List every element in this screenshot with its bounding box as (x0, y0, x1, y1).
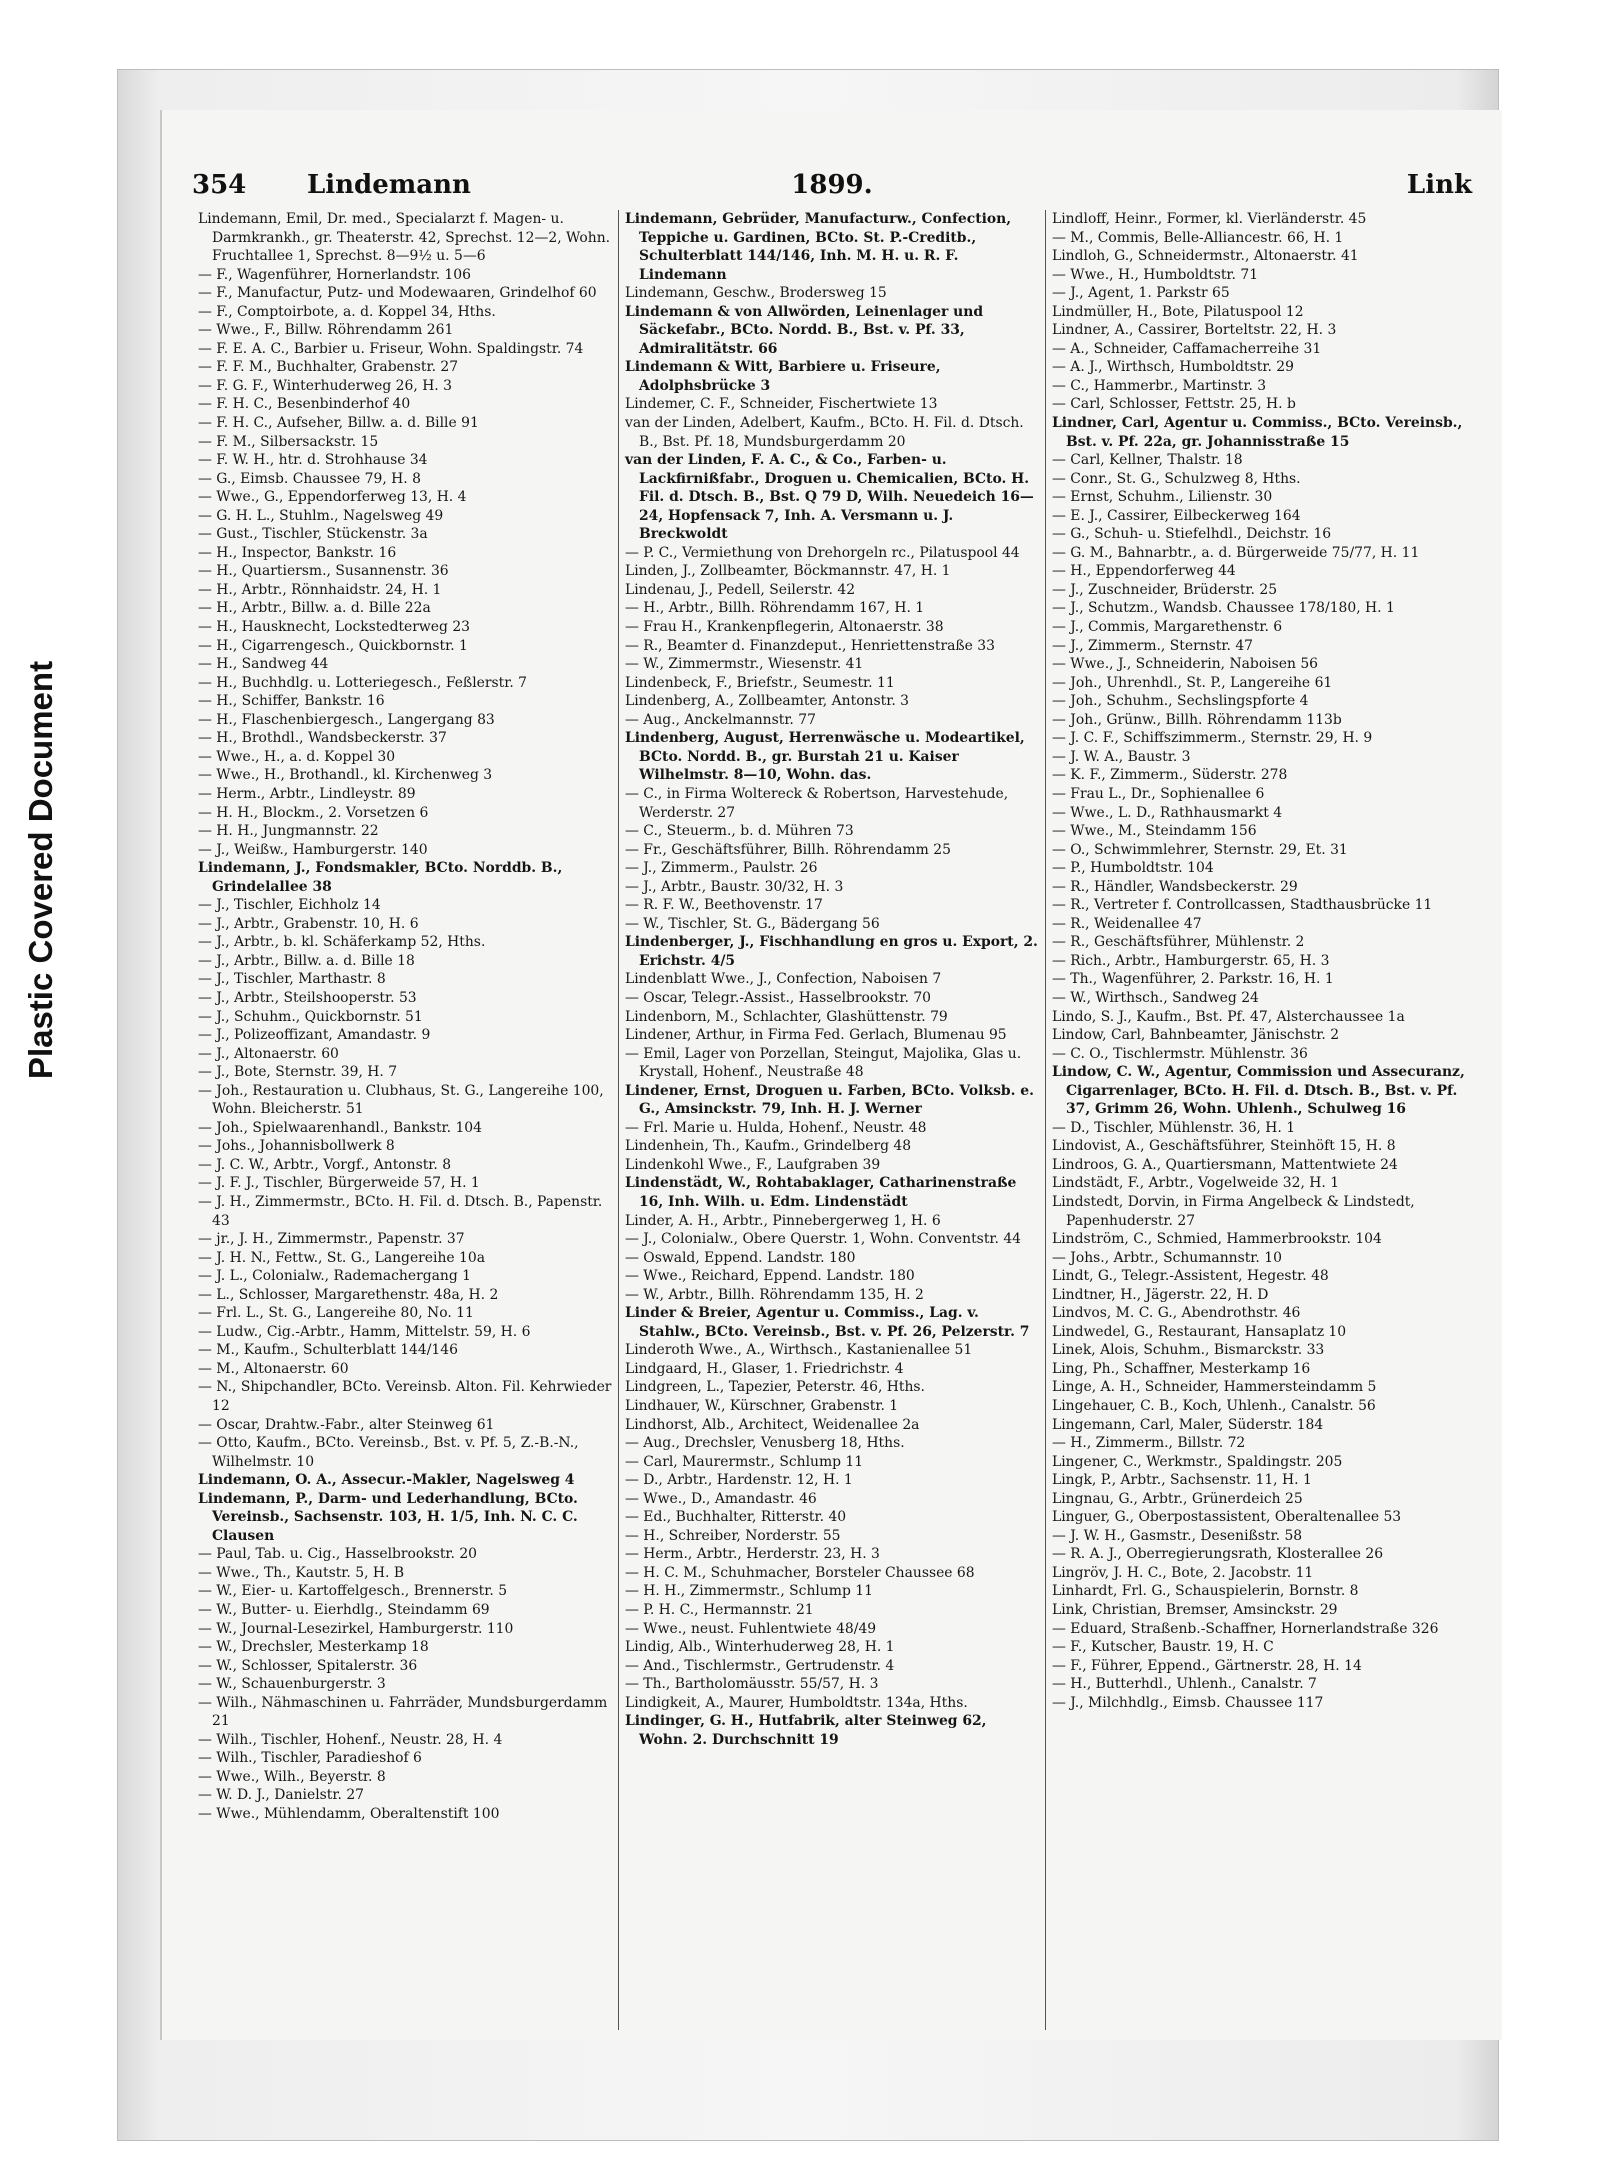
directory-entry: — P. H. C., Hermannstr. 21 (625, 1602, 814, 1619)
directory-entry: — J., Arbtr., b. kl. Schäferkamp 52, Hths. (198, 934, 486, 951)
directory-entry: Lindloff, Heinr., Former, kl. Vierländerstr. 45 (1052, 211, 1367, 227)
directory-entry: — J. W. H., Gasmstr., Desenißstr. 58 (1052, 1527, 1303, 1544)
directory-entry: — Wwe., L. D., Rathhausmarkt 4 (1052, 804, 1283, 821)
directory-entry: — Wwe., Th., Kautstr. 5, H. B (198, 1564, 405, 1581)
directory-entry: — Th., Bartholomäusstr. 55/57, H. 3 (625, 1676, 879, 1693)
directory-entry: Lindstädt, F., Arbtr., Vogelweide 32, H. 1 (1052, 1175, 1340, 1192)
directory-entry: — J., Commis, Margarethenstr. 6 (1052, 619, 1283, 636)
entry-columns (192, 210, 1472, 2030)
directory-entry: Lindenau, J., Pedell, Seilerstr. 42 (625, 581, 856, 598)
directory-entry: — Oswald, Eppend. Landstr. 180 (625, 1249, 856, 1266)
directory-entry: — J. L., Colonialw., Rademachergang 1 (198, 1268, 471, 1285)
directory-entry: Lindgreen, L., Tapezier, Peterstr. 46, Hths. (625, 1379, 925, 1396)
directory-entry: — J., Polizeoffizant, Amandastr. 9 (198, 1027, 431, 1044)
directory-entry: — W., Schlosser, Spitalerstr. 36 (198, 1657, 418, 1674)
directory-entry: — Frau L., Dr., Sophienallee 6 (1052, 785, 1265, 802)
directory-entry: — J., Tischler, Eichholz 14 (198, 897, 381, 914)
directory-entry: — Frau H., Krankenpflegerin, Altonaerstr. 38 (625, 619, 944, 636)
directory-entry: — J., Colonialw., Obere Querstr. 1, Wohn. Conventstr. 44 (625, 1231, 1022, 1248)
directory-entry: — J., Milchhdlg., Eimsb. Chaussee 117 (1052, 1694, 1324, 1711)
directory-entry: — Herm., Arbtr., Lindleystr. 89 (198, 785, 416, 802)
directory-entry: — F. W. H., htr. d. Strohhause 34 (198, 452, 428, 469)
directory-entry: — Wwe., Wilh., Beyerstr. 8 (198, 1768, 386, 1785)
running-head (192, 170, 1472, 210)
directory-entry: — C., in Firma Woltereck & Robertson, Harvestehude, Werderstr. 27 (625, 785, 1009, 821)
directory-entry: Lindo, S. J., Kaufm., Bst. Pf. 47, Alsterchaussee 1a (1052, 1008, 1405, 1025)
directory-entry: — Oscar, Drahtw.-Fabr., alter Steinweg 61 (198, 1416, 495, 1433)
year: 1899. (791, 170, 873, 200)
directory-entry: Lingemann, Carl, Maler, Süderstr. 184 (1052, 1416, 1324, 1433)
directory-entry: — W., Eier- u. Kartoffelgesch., Brennerstr. 5 (198, 1583, 508, 1600)
directory-entry: — R., Vertreter f. Controllcassen, Stadthausbrücke 11 (1052, 897, 1433, 914)
directory-entry: — W., Drechsler, Mesterkamp 18 (198, 1639, 429, 1656)
directory-entry: Lindenberg, August, Herrenwäsche u. Modeartikel, BCto. Nordd. B., gr. Burstah 21 u. Kaiser Wilhelmstr. 8—10, Wohn. das. (625, 730, 1025, 784)
directory-entry: — P. C., Vermiethung von Drehorgeln rc., Pilatuspool 44 (625, 544, 1020, 561)
directory-entry: — W., Arbtr., Billh. Röhrendamm 135, H. 2 (625, 1286, 924, 1303)
directory-entry: Lindroos, G. A., Quartiersmann, Mattentwiete 24 (1052, 1156, 1398, 1173)
directory-entry: — J. C. F., Schiffszimmerm., Sternstr. 29, H. 9 (1052, 730, 1373, 747)
directory-entry: Linder, A. H., Arbtr., Pinnebergerweg 1, H. 6 (625, 1212, 941, 1229)
directory-entry: — W., Journal-Lesezirkel, Hamburgerstr. 110 (198, 1620, 514, 1637)
directory-entry: Lindtner, H., Jägerstr. 22, H. D (1052, 1286, 1269, 1303)
directory-entry: — Frl. Marie u. Hulda, Hohenf., Neustr. 48 (625, 1119, 927, 1136)
directory-entry: Lindenborn, M., Schlachter, Glashüttenstr. 79 (625, 1008, 948, 1025)
directory-entry: — R., Geschäftsführer, Mühlenstr. 2 (1052, 934, 1305, 951)
directory-entry: — And., Tischlermstr., Gertrudenstr. 4 (625, 1657, 895, 1674)
directory-entry: — J., Agent, 1. Parkstr 65 (1052, 285, 1230, 302)
directory-entry: — Joh., Spielwaarenhandl., Bankstr. 104 (198, 1119, 482, 1136)
directory-entry: — K. F., Zimmerm., Süderstr. 278 (1052, 767, 1288, 784)
directory-entry: — Aug., Anckelmannstr. 77 (625, 711, 816, 728)
directory-entry: — H., Quartiersm., Susannenstr. 36 (198, 563, 449, 580)
side-label-text: Plastic Covered Document (22, 660, 59, 1080)
directory-entry: — R. A. J., Oberregierungsrath, Klosterallee 26 (1052, 1546, 1384, 1563)
directory-entry: — Carl, Maurermstr., Schlump 11 (625, 1453, 864, 1470)
left-guide-word: Lindemann (307, 170, 471, 200)
directory-entry: Lindenhein, Th., Kaufm., Grindelberg 48 (625, 1138, 912, 1155)
directory-entry: Lindström, C., Schmied, Hammerbrookstr. 104 (1052, 1231, 1382, 1248)
directory-entry: — F., Manufactur, Putz- und Modewaaren, Grindelhof 60 (198, 285, 597, 302)
directory-entry: — M., Commis, Belle-Alliancestr. 66, H. 1 (1052, 229, 1344, 246)
directory-entry: — M., Altonaerstr. 60 (198, 1360, 349, 1377)
directory-entry: — F. E. A. C., Barbier u. Friseur, Wohn. Spaldingstr. 74 (198, 340, 584, 357)
column-3 (1045, 210, 1472, 2030)
directory-entry: — Wilh., Nähmaschinen u. Fahrräder, Mundsburgerdamm 21 (198, 1694, 608, 1730)
directory-entry: — Wwe., J., Schneiderin, Naboisen 56 (1052, 656, 1319, 673)
directory-entry: Lindigkeit, A., Maurer, Humboldtstr. 134a, Hths. (625, 1694, 968, 1711)
directory-entry: — Joh., Grünw., Billh. Röhrendamm 113b (1052, 711, 1342, 728)
column-2 (618, 210, 1045, 2030)
directory-entry: Lindemann & Witt, Barbiere u. Friseure, Adolphsbrücke 3 (625, 359, 941, 394)
directory-entry: Lingröv, J. H. C., Bote, 2. Jacobstr. 11 (1052, 1564, 1314, 1581)
directory-entry: — Rich., Arbtr., Hamburgerstr. 65, H. 3 (1052, 952, 1330, 969)
directory-entry: — H. C. M., Schuhmacher, Borsteler Chaussee 68 (625, 1564, 975, 1581)
directory-entry: — H. H., Zimmermstr., Schlump 11 (625, 1583, 873, 1600)
directory-entry: — A., Schneider, Caffamacherreihe 31 (1052, 340, 1322, 357)
directory-entry: — H., Brothdl., Wandsbeckerstr. 37 (198, 730, 447, 747)
directory-entry: — H. H., Jungmannstr. 22 (198, 823, 379, 840)
directory-entry: — H., Zimmerm., Billstr. 72 (1052, 1435, 1246, 1452)
directory-entry: Lindemann, P., Darm- und Lederhandlung, BCto. Vereinsb., Sachsenstr. 103, H. 1/5, Inh. N. C. C. Clausen (198, 1490, 578, 1544)
directory-entry: Linek, Alois, Schuhm., Bismarckstr. 33 (1052, 1342, 1325, 1359)
directory-entry: — Conr., St. G., Schulzweg 8, Hths. (1052, 470, 1301, 487)
directory-entry: — W., Butter- u. Eierhdlg., Steindamm 69 (198, 1602, 490, 1619)
directory-entry: — Carl, Kellner, Thalstr. 18 (1052, 452, 1243, 469)
directory-entry: — Ed., Buchhalter, Ritterstr. 40 (625, 1509, 847, 1526)
directory-entry: — G. M., Bahnarbtr., a. d. Bürgerweide 75/77, H. 11 (1052, 544, 1420, 561)
directory-entry: Linden, J., Zollbeamter, Böckmannstr. 47, H. 1 (625, 563, 951, 580)
directory-entry: — F. F. M., Buchhalter, Grabenstr. 27 (198, 359, 459, 376)
directory-entry: Ling, Ph., Schaffner, Mesterkamp 16 (1052, 1360, 1311, 1377)
directory-entry: — R. F. W., Beethovenstr. 17 (625, 897, 823, 914)
directory-entry: van der Linden, Adelbert, Kaufm., BCto. H. Fil. d. Dtsch. B., Bst. Pf. 18, Mundsburgerdamm 20 (625, 415, 1024, 450)
directory-entry: — F., Wagenführer, Hornerlandstr. 106 (198, 266, 471, 283)
directory-entry: — J., Schuhm., Quickbornstr. 51 (198, 1008, 423, 1025)
directory-entry: — J., Zimmerm., Sternstr. 47 (1052, 637, 1253, 654)
directory-entry: Lindenberger, J., Fischhandlung en gros u. Export, 2. Erichstr. 4/5 (625, 934, 1038, 969)
directory-entry: Lindemann, O. A., Assecur.-Makler, Nagelsweg 4 (198, 1472, 575, 1489)
directory-entry: Lingehauer, C. B., Koch, Uhlenh., Canalstr. 56 (1052, 1398, 1376, 1414)
directory-entry: — H., Butterhdl., Uhlenh., Canalstr. 7 (1052, 1676, 1317, 1693)
directory-entry: Lindow, Carl, Bahnbeamter, Jänischstr. 2 (1052, 1027, 1340, 1044)
directory-entry: Lindt, G., Telegr.-Assistent, Hegestr. 48 (1052, 1268, 1329, 1285)
directory-entry: — Wwe., F., Billw. Röhrendamm 261 (198, 322, 454, 339)
directory-entry: — D., Arbtr., Hardenstr. 12, H. 1 (625, 1472, 853, 1489)
directory-entry: — H., Arbtr., Rönnhaidstr. 24, H. 1 (198, 581, 442, 598)
directory-entry: Linder & Breier, Agentur u. Commiss., Lag. v. Stahlw., BCto. Vereinsb., Bst. v. Pf. 26, Pelzerstr. 7 (625, 1305, 1030, 1340)
directory-entry: — Th., Wagenführer, 2. Parkstr. 16, H. 1 (1052, 971, 1334, 988)
directory-entry: — G., Eimsb. Chaussee 79, H. 8 (198, 470, 421, 487)
directory-entry: — F. M., Silbersackstr. 15 (198, 433, 379, 450)
directory-entry: Lindemann, Geschw., Brodersweg 15 (625, 285, 887, 302)
directory-entry: — W., Wirthsch., Sandweg 24 (1052, 989, 1259, 1006)
directory-entry: Lingnau, G., Arbtr., Grünerdeich 25 (1052, 1490, 1303, 1507)
directory-entry: — N., Shipchandler, BCto. Vereinsb. Alton. Fil. Kehrwieder 12 (198, 1379, 612, 1414)
directory-entry: Lindener, Ernst, Droguen u. Farben, BCto. Volksb. e. G., Amsinckstr. 79, Inh. H. J. Werner (625, 1082, 1034, 1118)
directory-entry: — F., Führer, Eppend., Gärtnerstr. 28, H. 14 (1052, 1657, 1362, 1674)
directory-entry: — Wwe., neust. Fuhlentwiete 48/49 (625, 1620, 877, 1637)
directory-entry: — Ludw., Cig.-Arbtr., Hamm, Mittelstr. 59, H. 6 (198, 1323, 531, 1340)
directory-entry: — Wwe., D., Amandastr. 46 (625, 1490, 817, 1507)
directory-entry: — Otto, Kaufm., BCto. Vereinsb., Bst. v. Pf. 5, Z.-B.-N., Wilhelmstr. 10 (198, 1435, 579, 1470)
directory-entry: Lindinger, G. H., Hutfabrik, alter Steinweg 62, Wohn. 2. Durchschnitt 19 (625, 1713, 987, 1748)
directory-entry: Lingk, P., Arbtr., Sachsenstr. 11, H. 1 (1052, 1472, 1312, 1489)
directory-entry: — H., Cigarrengesch., Quickbornstr. 1 (198, 637, 468, 654)
directory-entry: — R., Händler, Wandsbeckerstr. 29 (1052, 878, 1298, 895)
directory-entry: — jr., J. H., Zimmermstr., Papenstr. 37 (198, 1231, 465, 1248)
directory-entry: Lindmüller, H., Bote, Pilatuspool 12 (1052, 303, 1304, 320)
directory-entry: — Wwe., G., Eppendorferweg 13, H. 4 (198, 489, 467, 506)
directory-entry: — Johs., Arbtr., Schumannstr. 10 (1052, 1249, 1282, 1266)
directory-entry: Lindow, C. W., Agentur, Commission und Assecuranz, Cigarrenlager, BCto. H. Fil. d. Dtsch. B., Bst. v. Pf. 37, Grimm 26, Wohn. Uhlenh., Schulweg 16 (1052, 1064, 1465, 1118)
directory-entry: — Joh., Restauration u. Clubhaus, St. G., Langereihe 100, Wohn. Bleicherstr. 51 (198, 1082, 604, 1118)
column-1 (192, 210, 618, 2030)
directory-entry: — Frl. L., St. G., Langereihe 80, No. 11 (198, 1305, 474, 1322)
directory-entry: Lindvos, M. C. G., Abendrothstr. 46 (1052, 1305, 1301, 1322)
directory-entry: Lindstedt, Dorvin, in Firma Angelbeck & Lindstedt, Papenhuderstr. 27 (1052, 1193, 1415, 1229)
directory-entry: — F. G. F., Winterhuderweg 26, H. 3 (198, 377, 452, 394)
directory-entry: Lindhorst, Alb., Architect, Weidenallee 2a (625, 1416, 920, 1433)
directory-entry: — J., Arbtr., Baustr. 30/32, H. 3 (625, 878, 844, 895)
directory-entry: — Wwe., H., Humboldtstr. 71 (1052, 266, 1259, 283)
directory-entry: — W., Schauenburgerstr. 3 (198, 1676, 386, 1693)
directory-entry: — J., Altonaerstr. 60 (198, 1045, 339, 1062)
directory-entry: — D., Tischler, Mühlenstr. 36, H. 1 (1052, 1119, 1296, 1136)
directory-entry: — Wwe., Mühlendamm, Oberaltenstift 100 (198, 1806, 500, 1823)
directory-entry: Lindener, Arthur, in Firma Fed. Gerlach, Blumenau 95 (625, 1027, 1007, 1044)
directory-entry: — Emil, Lager von Porzellan, Steingut, Majolika, Glas u. Krystall, Hohenf., Neustraße 48 (625, 1045, 1022, 1081)
directory-entry: — Eduard, Straßenb.-Schaffner, Hornerlandstraße 326 (1052, 1620, 1439, 1637)
directory-entry: Lindemann, Emil, Dr. med., Specialarzt f. Magen- u. Darmkrankh., gr. Theaterstr. 42, Sprechst. 12—2, Wohn. Fruchtallee 1, Sprechst. 8—9½ u. 5—6 (198, 211, 611, 265)
directory-entry: — Carl, Schlosser, Fettstr. 25, H. b (1052, 396, 1296, 413)
directory-entry: — W., Zimmermstr., Wiesenstr. 41 (625, 656, 864, 673)
directory-entry: Linhardt, Frl. G., Schauspielerin, Bornstr. 8 (1052, 1583, 1359, 1600)
directory-entry: Lindhauer, W., Kürschner, Grabenstr. 1 (625, 1398, 899, 1414)
directory-entry: Lindwedel, G., Restaurant, Hansaplatz 10 (1052, 1323, 1347, 1340)
directory-entry: — H., Arbtr., Billh. Röhrendamm 167, H. 1 (625, 600, 925, 617)
directory-entry: — H., Inspector, Bankstr. 16 (198, 544, 397, 561)
directory-entry: — W. D. J., Danielstr. 27 (198, 1787, 364, 1804)
directory-entry: — P., Humboldtstr. 104 (1052, 860, 1214, 877)
directory-entry: — J. H., Zimmermstr., BCto. H. Fil. d. Dtsch. B., Papenstr. 43 (198, 1193, 603, 1229)
directory-entry: — Gust., Tischler, Stückenstr. 3a (198, 526, 428, 543)
directory-entry: — F., Kutscher, Baustr. 19, H. C (1052, 1639, 1274, 1656)
directory-entry: Linguer, G., Oberpostassistent, Oberaltenallee 53 (1052, 1509, 1402, 1526)
directory-entry: — J., Bote, Sternstr. 39, H. 7 (198, 1064, 398, 1081)
directory-entry: Lindemann & von Allwörden, Leinenlager und Säckefabr., BCto. Nordd. B., Bst. v. Pf. 33, Admiralitätstr. 66 (625, 303, 984, 357)
directory-entry: — Herm., Arbtr., Herderstr. 23, H. 3 (625, 1546, 880, 1563)
directory-entry: — J. H. N., Fettw., St. G., Langereihe 10a (198, 1249, 486, 1266)
directory-entry: — H., Flaschenbiergesch., Langergang 83 (198, 711, 495, 728)
directory-entry: Link, Christian, Bremser, Amsinckstr. 29 (1052, 1602, 1338, 1619)
directory-entry: — Wwe., M., Steindamm 156 (1052, 823, 1257, 840)
directory-entry: — R., Weidenallee 47 (1052, 915, 1202, 932)
directory-entry: — L., Schlosser, Margarethenstr. 48a, H. 2 (198, 1286, 499, 1303)
directory-entry: — J., Zuschneider, Brüderstr. 25 (1052, 581, 1278, 598)
directory-entry: Lindenstädt, W., Rohtabaklager, Catharinenstraße 16, Inh. Wilh. u. Edm. Lindenstädt (625, 1175, 1017, 1210)
directory-entry: — M., Kaufm., Schulterblatt 144/146 (198, 1342, 458, 1359)
directory-entry: Lindovist, A., Geschäftsführer, Steinhöft 15, H. 8 (1052, 1138, 1396, 1155)
directory-entry: Linge, A. H., Schneider, Hammersteindamm 5 (1052, 1379, 1377, 1396)
directory-entry: — H., Hausknecht, Lockstedterweg 23 (198, 619, 471, 636)
directory-entry: — J., Arbtr., Billw. a. d. Bille 18 (198, 952, 415, 969)
directory-entry: — A. J., Wirthsch, Humboldtstr. 29 (1052, 359, 1294, 376)
directory-entry: — G. H. L., Stuhlm., Nagelsweg 49 (198, 507, 444, 524)
directory-entry: — Oscar, Telegr.-Assist., Hasselbrookstr. 70 (625, 989, 932, 1006)
directory-entry: — Johs., Johannisbollwerk 8 (198, 1138, 395, 1155)
directory-entry: — H., Schreiber, Norderstr. 55 (625, 1527, 841, 1544)
directory-entry: — Wwe., Reichard, Eppend. Landstr. 180 (625, 1268, 915, 1285)
directory-entry: — C., Steuerm., b. d. Mühren 73 (625, 823, 854, 840)
directory-entry: — J., Arbtr., Grabenstr. 10, H. 6 (198, 915, 419, 932)
directory-entry: — Aug., Drechsler, Venusberg 18, Hths. (625, 1435, 905, 1452)
side-label (18, 560, 64, 1180)
directory-entry: — H. H., Blockm., 2. Vorsetzen 6 (198, 804, 429, 821)
directory-entry: — Wwe., H., Brothandl., kl. Kirchenweg 3 (198, 767, 493, 784)
directory-entry: Lindenblatt Wwe., J., Confection, Naboisen 7 (625, 971, 942, 988)
directory-entry: Linderoth Wwe., A., Wirthsch., Kastanienallee 51 (625, 1342, 973, 1359)
directory-page (160, 110, 1502, 2040)
directory-entry: — C. O., Tischlermstr. Mühlenstr. 36 (1052, 1045, 1308, 1062)
directory-entry: — H., Eppendorferweg 44 (1052, 563, 1236, 580)
directory-entry: — J. F. J., Tischler, Bürgerweide 57, H. 1 (198, 1175, 480, 1192)
directory-entry: — C., Hammerbr., Martinstr. 3 (1052, 377, 1267, 394)
directory-entry: Lindemann, J., Fondsmakler, BCto. Norddb. B., Grindelallee 38 (198, 860, 563, 895)
directory-entry: — J. C. W., Arbtr., Vorgf., Antonstr. 8 (198, 1156, 452, 1173)
directory-entry: — Wilh., Tischler, Hohenf., Neustr. 28, H. 4 (198, 1731, 503, 1748)
directory-entry: — F., Comptoirbote, a. d. Koppel 34, Hths. (198, 303, 496, 320)
directory-entry: — Joh., Schuhm., Sechslingspforte 4 (1052, 693, 1309, 710)
directory-entry: Lindenbeck, F., Briefstr., Seumestr. 11 (625, 674, 895, 691)
directory-entry: Lindenberg, A., Zollbeamter, Antonstr. 3 (625, 693, 909, 710)
directory-entry: — O., Schwimmlehrer, Sternstr. 29, Et. 31 (1052, 841, 1348, 858)
directory-entry: Lindig, Alb., Winterhuderweg 28, H. 1 (625, 1639, 895, 1656)
directory-entry: — H., Buchhdlg. u. Lotteriegesch., Feßlerstr. 7 (198, 674, 527, 691)
directory-entry: — H., Schiffer, Bankstr. 16 (198, 693, 385, 710)
directory-entry: — H., Sandweg 44 (198, 656, 329, 673)
directory-entry: — Joh., Uhrenhdl., St. P., Langereihe 61 (1052, 674, 1333, 691)
directory-entry: — J., Schutzm., Wandsb. Chaussee 178/180, H. 1 (1052, 600, 1395, 617)
directory-entry: — Paul, Tab. u. Cig., Hasselbrookstr. 20 (198, 1546, 478, 1563)
directory-entry: — Wwe., H., a. d. Koppel 30 (198, 748, 396, 765)
directory-entry: — Wilh., Tischler, Paradieshof 6 (198, 1750, 422, 1767)
directory-entry: — J., Zimmerm., Paulstr. 26 (625, 860, 818, 877)
directory-entry: — J., Tischler, Marthastr. 8 (198, 971, 386, 988)
directory-entry: — Ernst, Schuhm., Lilienstr. 30 (1052, 489, 1273, 506)
directory-entry: Lindemer, C. F., Schneider, Fischertwiete 13 (625, 396, 938, 413)
directory-entry: — J., Weißw., Hamburgerstr. 140 (198, 841, 428, 858)
directory-entry: van der Linden, F. A. C., & Co., Farben- u. Lackfirnißfabr., Droguen u. Chemicalien, BCto. H. Fil. d. Dtsch. B., Bst. Q 79 D, Wilh. Neuedeich 16—24, Hopfensack 7, Inh. A. Versmann u. J. Breckwoldt (625, 452, 1034, 543)
directory-entry: — W., Tischler, St. G., Bädergang 56 (625, 915, 880, 932)
page-number: 354 (192, 170, 247, 200)
directory-entry: Lindenkohl Wwe., F., Laufgraben 39 (625, 1156, 881, 1173)
directory-entry: — E. J., Cassirer, Eilbeckerweg 164 (1052, 507, 1301, 524)
right-guide-word: Link (1406, 170, 1472, 200)
directory-entry: — F. H. C., Besenbinderhof 40 (198, 396, 411, 413)
directory-entry: Lindgaard, H., Glaser, 1. Friedrichstr. 4 (625, 1360, 904, 1377)
directory-entry: Lindner, Carl, Agentur u. Commiss., BCto. Vereinsb., Bst. v. Pf. 22a, gr. Johannisstraße 15 (1052, 415, 1463, 450)
directory-entry: — J. W. A., Baustr. 3 (1052, 748, 1191, 765)
directory-entry: — G., Schuh- u. Stiefelhdl., Deichstr. 16 (1052, 526, 1332, 543)
directory-entry: Lindemann, Gebrüder, Manufacturw., Confection, Teppiche u. Gardinen, BCto. St. P.-Creditb., Schulterblatt 144/146, Inh. M. H. u. R. F. Lindemann (625, 211, 1012, 283)
directory-entry: — R., Beamter d. Finanzdeput., Henriettenstraße 33 (625, 637, 995, 654)
directory-entry: — F. H. C., Aufseher, Billw. a. d. Bille 91 (198, 415, 479, 432)
directory-entry: Lindloh, G., Schneidermstr., Altonaerstr. 41 (1052, 248, 1359, 265)
directory-entry: Lingener, C., Werkmstr., Spaldingstr. 205 (1052, 1453, 1343, 1470)
directory-entry: — J., Arbtr., Steilshooperstr. 53 (198, 989, 417, 1006)
directory-entry: — Fr., Geschäftsführer, Billh. Röhrendamm 25 (625, 841, 951, 858)
directory-entry: — H., Arbtr., Billw. a. d. Bille 22a (198, 600, 431, 617)
directory-entry: Lindner, A., Cassirer, Borteltstr. 22, H. 3 (1052, 322, 1337, 339)
